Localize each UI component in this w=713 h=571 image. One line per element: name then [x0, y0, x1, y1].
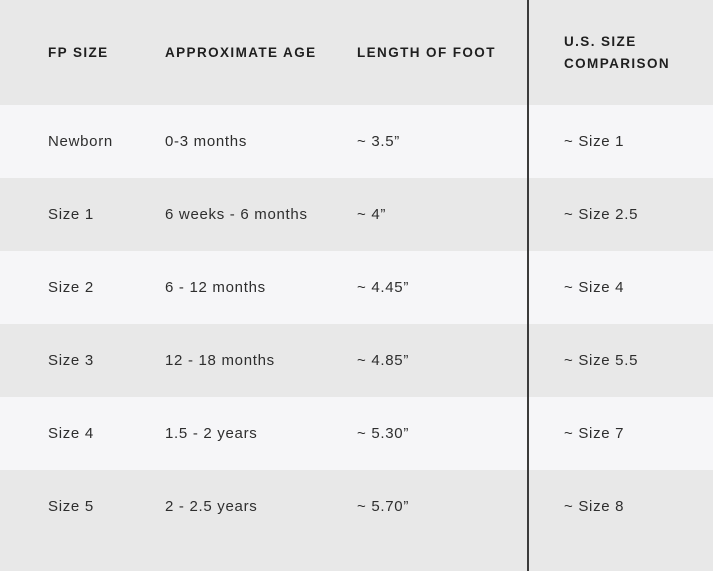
- cell-approximate-age: 2 - 2.5 years: [165, 498, 258, 515]
- table-row: [0, 178, 713, 251]
- column-header-label: APPROXIMATE AGE: [165, 44, 317, 60]
- column-header-us-size-comparison: [528, 0, 713, 105]
- column-divider-line: [527, 0, 529, 571]
- cell-fp-size: Size 2: [48, 279, 94, 296]
- cell-fp-size: Size 4: [48, 425, 94, 442]
- table-row: [0, 470, 713, 543]
- column-header-label: LENGTH OF FOOT: [357, 44, 496, 60]
- cell-us-size: ~ Size 5.5: [564, 352, 639, 369]
- column-header-fp-size: [0, 0, 165, 105]
- cell-length-of-foot: ~ 4”: [357, 206, 387, 223]
- cell-us-size: ~ Size 7: [564, 425, 625, 442]
- table-row: [0, 105, 713, 178]
- column-header-label: FP SIZE: [48, 44, 109, 60]
- cell-us-size: ~ Size 4: [564, 279, 625, 296]
- column-header-approximate-age: [165, 0, 357, 105]
- cell-length-of-foot: ~ 5.70”: [357, 498, 410, 515]
- cell-fp-size: Size 1: [48, 206, 94, 223]
- cell-us-size: ~ Size 8: [564, 498, 625, 515]
- column-header-label: U.S. SIZE COMPARISON: [564, 33, 671, 71]
- cell-approximate-age: 6 weeks - 6 months: [165, 206, 308, 223]
- table-row: [0, 397, 713, 470]
- table-row: [0, 324, 713, 397]
- cell-length-of-foot: ~ 4.45”: [357, 279, 410, 296]
- cell-approximate-age: 6 - 12 months: [165, 279, 266, 296]
- cell-length-of-foot: ~ 4.85”: [357, 352, 410, 369]
- cell-fp-size: Size 5: [48, 498, 94, 515]
- column-header-length-of-foot: [357, 0, 528, 105]
- cell-fp-size: Size 3: [48, 352, 94, 369]
- cell-us-size: ~ Size 2.5: [564, 206, 639, 223]
- cell-length-of-foot: ~ 5.30”: [357, 425, 410, 442]
- cell-approximate-age: 1.5 - 2 years: [165, 425, 258, 442]
- cell-us-size: ~ Size 1: [564, 133, 625, 150]
- cell-length-of-foot: ~ 3.5”: [357, 133, 400, 150]
- cell-fp-size: Newborn: [48, 133, 113, 150]
- table-row: [0, 251, 713, 324]
- cell-approximate-age: 12 - 18 months: [165, 352, 275, 369]
- cell-approximate-age: 0-3 months: [165, 133, 248, 150]
- table-header-row: [0, 0, 713, 105]
